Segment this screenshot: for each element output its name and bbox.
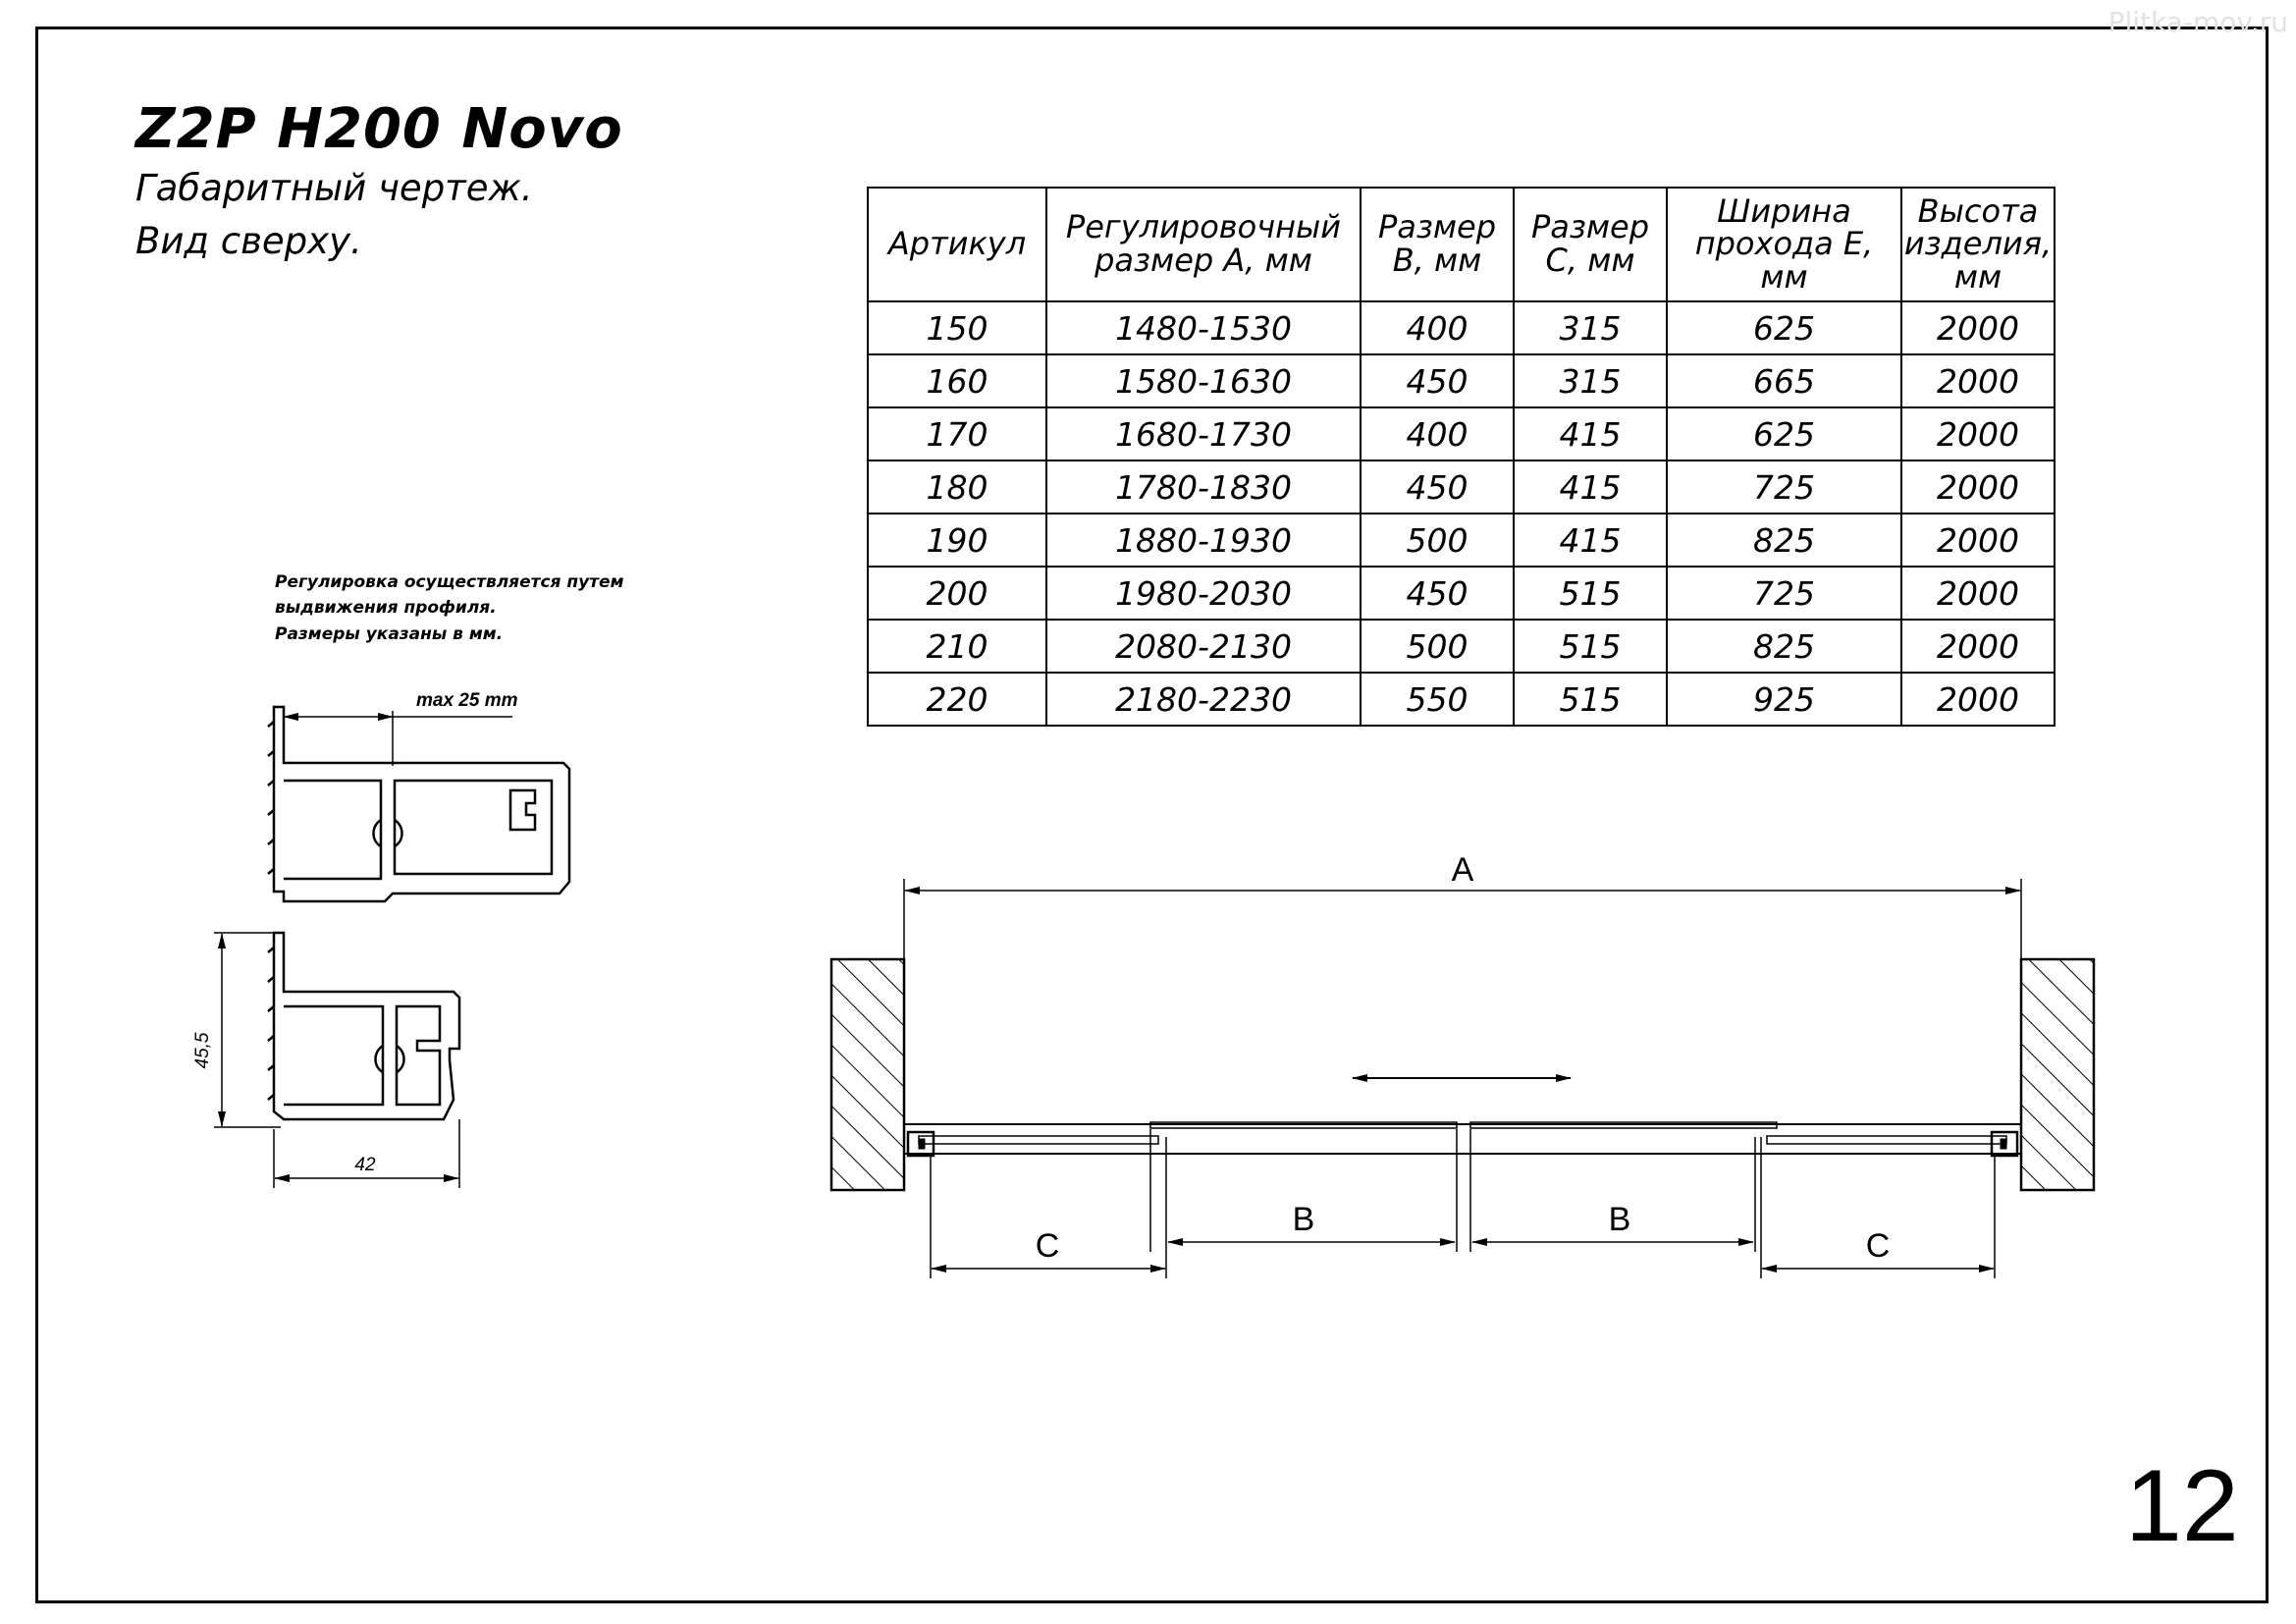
cell-height: 2000 [1901, 354, 2055, 407]
subtitle-line-2: Вид сверху. [135, 219, 362, 262]
profile-width-label: 42 [354, 1155, 376, 1175]
left-wall [831, 959, 904, 1190]
cell-article: 170 [868, 407, 1046, 460]
cell-adjust-size: 1780-1830 [1046, 460, 1361, 514]
cell-adjust-size: 2080-2130 [1046, 620, 1361, 673]
cell-passage-width: 665 [1667, 354, 1901, 407]
dimension-label-b-right: B [1608, 1201, 1631, 1238]
cell-height: 2000 [1901, 301, 2055, 354]
cell-article: 220 [868, 673, 1046, 726]
cell-size-b: 550 [1361, 673, 1514, 726]
cell-adjust-size: 2180-2230 [1046, 673, 1361, 726]
note-line-1: Регулировка осуществляется путем [275, 572, 624, 592]
dimension-label-c-left: C [1035, 1227, 1060, 1265]
cell-height: 2000 [1901, 514, 2055, 567]
cell-size-c: 515 [1514, 620, 1667, 673]
profile-detail-adjustable [268, 707, 569, 901]
cell-passage-width: 725 [1667, 567, 1901, 620]
note-line-2: выдвижения профиля. [275, 598, 497, 619]
cell-article: 210 [868, 620, 1046, 673]
profile-detail-fixed [214, 933, 459, 1188]
page-title: Z2P H200 Novo [135, 97, 623, 161]
cell-passage-width: 625 [1667, 407, 1901, 460]
cell-adjust-size: 1580-1630 [1046, 354, 1361, 407]
header-height: Высота изделия, мм [1901, 188, 2055, 301]
cell-size-c: 315 [1514, 301, 1667, 354]
cell-size-b: 400 [1361, 301, 1514, 354]
dimension-label-a: A [1451, 851, 1474, 889]
cell-size-c: 515 [1514, 567, 1667, 620]
cell-size-c: 415 [1514, 407, 1667, 460]
cell-size-b: 500 [1361, 620, 1514, 673]
cell-article: 150 [868, 301, 1046, 354]
cell-passage-width: 925 [1667, 673, 1901, 726]
cell-passage-width: 825 [1667, 514, 1901, 567]
cell-article: 180 [868, 460, 1046, 514]
cell-adjust-size: 1880-1930 [1046, 514, 1361, 567]
cell-size-b: 450 [1361, 460, 1514, 514]
dimension-label-b-left: B [1292, 1201, 1315, 1238]
cell-height: 2000 [1901, 620, 2055, 673]
subtitle-line-1: Габаритный чертеж. [135, 167, 533, 210]
profile-height-label: 45,5 [192, 1032, 213, 1069]
cell-passage-width: 825 [1667, 620, 1901, 673]
cell-size-b: 400 [1361, 407, 1514, 460]
cell-size-c: 315 [1514, 354, 1667, 407]
cell-passage-width: 625 [1667, 301, 1901, 354]
cell-size-b: 450 [1361, 354, 1514, 407]
cell-size-b: 450 [1361, 567, 1514, 620]
cell-article: 200 [868, 567, 1046, 620]
cell-height: 2000 [1901, 673, 2055, 726]
cell-adjust-size: 1480-1530 [1046, 301, 1361, 354]
header-adjust-size: Регулировочный размер А, мм [1046, 188, 1361, 301]
cell-adjust-size: 1980-2030 [1046, 567, 1361, 620]
cell-article: 190 [868, 514, 1046, 567]
cell-passage-width: 725 [1667, 460, 1901, 514]
page-number: 12 [2125, 1449, 2239, 1563]
fixed-panel-left [919, 1136, 1158, 1144]
cell-adjust-size: 1680-1730 [1046, 407, 1361, 460]
watermark: Plitka-mov.ru [2108, 6, 2288, 38]
cell-size-c: 415 [1514, 460, 1667, 514]
header-passage-width: Ширина прохода Е, мм [1667, 188, 1901, 301]
cell-size-c: 415 [1514, 514, 1667, 567]
max-extension-label: max 25 mm [416, 690, 518, 711]
fixed-panel-right [1767, 1136, 2006, 1144]
note-line-3: Размеры указаны в мм. [275, 623, 504, 644]
dimension-label-c-right: C [1865, 1227, 1891, 1265]
right-wall [2021, 959, 2094, 1190]
header-article: Артикул [868, 188, 1046, 301]
cell-size-b: 500 [1361, 514, 1514, 567]
cell-height: 2000 [1901, 407, 2055, 460]
plan-view [831, 879, 2094, 1278]
cell-article: 160 [868, 354, 1046, 407]
header-size-b: Размер В, мм [1361, 188, 1514, 301]
cell-height: 2000 [1901, 567, 2055, 620]
header-size-c: Размер С, мм [1514, 188, 1667, 301]
cell-height: 2000 [1901, 460, 2055, 514]
cell-size-c: 515 [1514, 673, 1667, 726]
